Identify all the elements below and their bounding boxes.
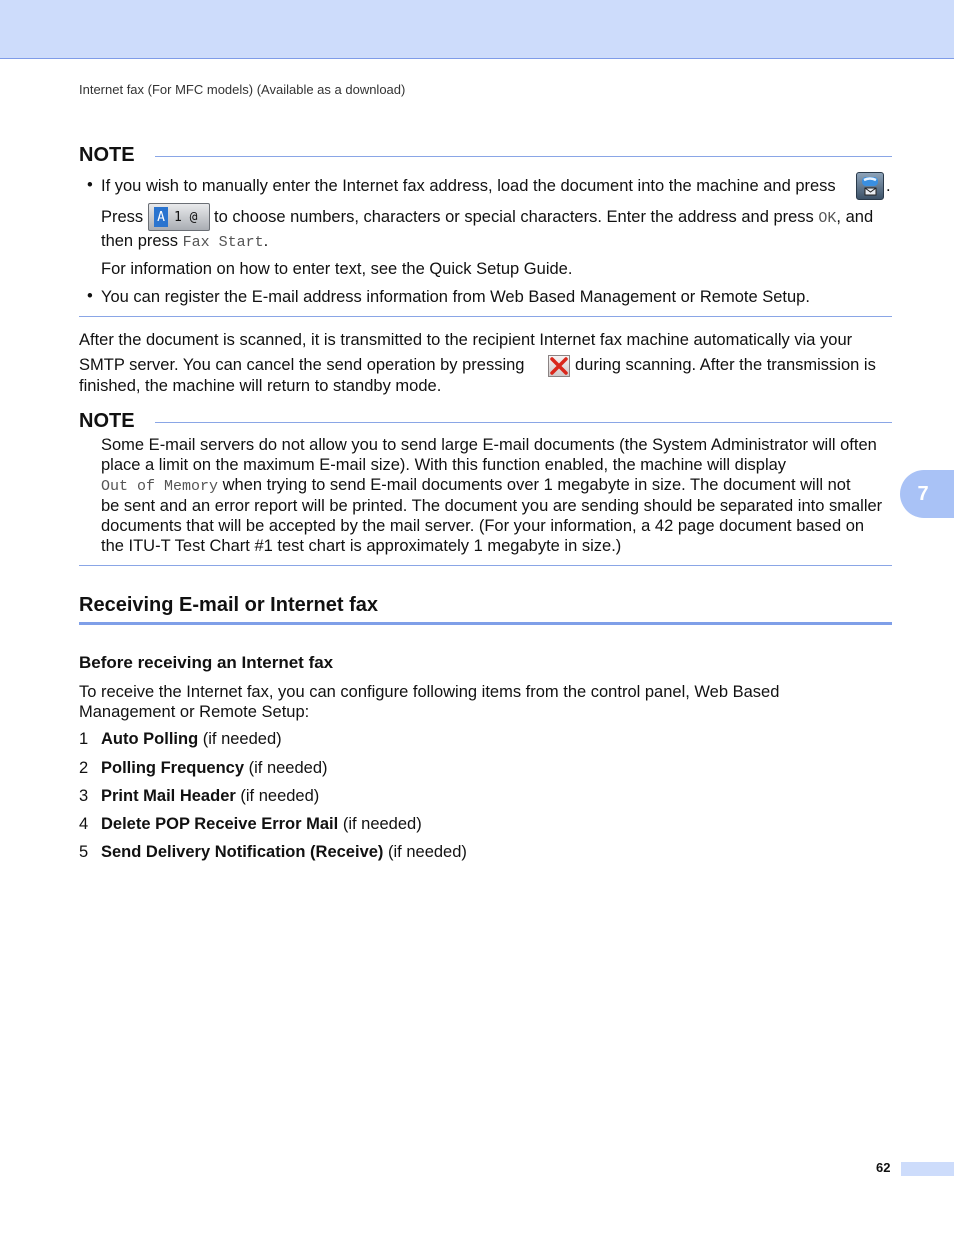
period: . [886, 177, 891, 195]
note2-line3: Out of Memory when trying to send E-mail documents over 1 megabyte in size. The document will not [101, 476, 851, 495]
note-title: NOTE [79, 409, 135, 432]
list-item: Polling Frequency (if needed) [101, 759, 328, 777]
top-header-band [0, 0, 954, 59]
note1-bullet1-line3: then press Fax Start. [101, 232, 269, 251]
note2-line4: be sent and an error report will be printed. The document you are sending should be separated into smaller [101, 497, 883, 515]
list-item-number: 2 [79, 759, 89, 777]
page-number-bar [901, 1162, 954, 1176]
character-mode-key-icon [148, 203, 210, 231]
note2-line5: documents that will be accepted by the mail server. (For your information, a 42 page document based on [101, 517, 865, 535]
note-title: NOTE [79, 143, 135, 166]
note2-line2: place a limit on the maximum E-mail size). With this function enabled, the machine will display [101, 456, 787, 474]
note-heading-2 [79, 408, 892, 434]
list-item-number: 3 [79, 787, 89, 805]
list-item: Auto Polling (if needed) [101, 730, 282, 748]
note-rule [155, 156, 892, 157]
cancel-x-icon [548, 355, 570, 377]
list-item-number: 1 [79, 730, 89, 748]
subsection-title: Before receiving an Internet fax [79, 653, 334, 672]
list-item-number: 4 [79, 815, 89, 833]
page-number: 62 [876, 1160, 891, 1175]
ok-key-text: OK [818, 210, 837, 227]
running-head: Internet fax (For MFC models) (Available as a download) [79, 82, 406, 97]
key-rest-label: 1 @ [174, 209, 198, 225]
note2-line1: Some E-mail servers do not allow you to send large E-mail documents (the System Administrator will often [101, 436, 877, 454]
list-item: Delete POP Receive Error Mail (if needed) [101, 815, 422, 833]
note1-bullet1-line1: If you wish to manually enter the Internet fax address, load the document into the machine and press [101, 177, 836, 195]
note-rule [155, 422, 892, 423]
note1-bullet1-line2: to choose numbers, characters or special characters. Enter the address and press OK, and [214, 208, 874, 227]
note1-bullet2: You can register the E-mail address information from Web Based Management or Remote Setup. [101, 288, 810, 306]
bullet-marker: • [87, 176, 93, 194]
out-of-memory-text: Out of Memory [101, 478, 219, 495]
note2-line6: the ITU-T Test Chart #1 test chart is approximately 1 megabyte in size.) [101, 537, 622, 555]
section-title-rule [79, 622, 892, 625]
body1-line2-post: during scanning. After the transmission is [575, 356, 876, 374]
fax-phone-button-icon [856, 172, 884, 200]
body1-line3: finished, the machine will return to standby mode. [79, 377, 442, 395]
note1-bullet1-line4: For information on how to enter text, see the Quick Setup Guide. [101, 260, 573, 278]
list-item: Print Mail Header (if needed) [101, 787, 320, 805]
note-end-rule [79, 316, 892, 317]
press-text: Press [101, 208, 144, 226]
list-item: Send Delivery Notification (Receive) (if needed) [101, 843, 467, 861]
fax-start-key-text: Fax Start [182, 234, 264, 251]
body1-line2-pre: SMTP server. You can cancel the send operation by pressing [79, 356, 525, 374]
note-end-rule [79, 565, 892, 566]
list-item-number: 5 [79, 843, 89, 861]
intro-line2: Management or Remote Setup: [79, 703, 310, 721]
note-heading-1 [79, 142, 892, 168]
a-key-label: A [154, 207, 168, 227]
body1-line1: After the document is scanned, it is transmitted to the recipient Internet fax machine automatically via your [79, 331, 853, 349]
section-title: Receiving E-mail or Internet fax [79, 594, 378, 616]
intro-line1: To receive the Internet fax, you can configure following items from the control panel, Web Based [79, 683, 780, 701]
chapter-tab: 7 [900, 470, 954, 518]
bullet-marker: • [87, 287, 93, 305]
